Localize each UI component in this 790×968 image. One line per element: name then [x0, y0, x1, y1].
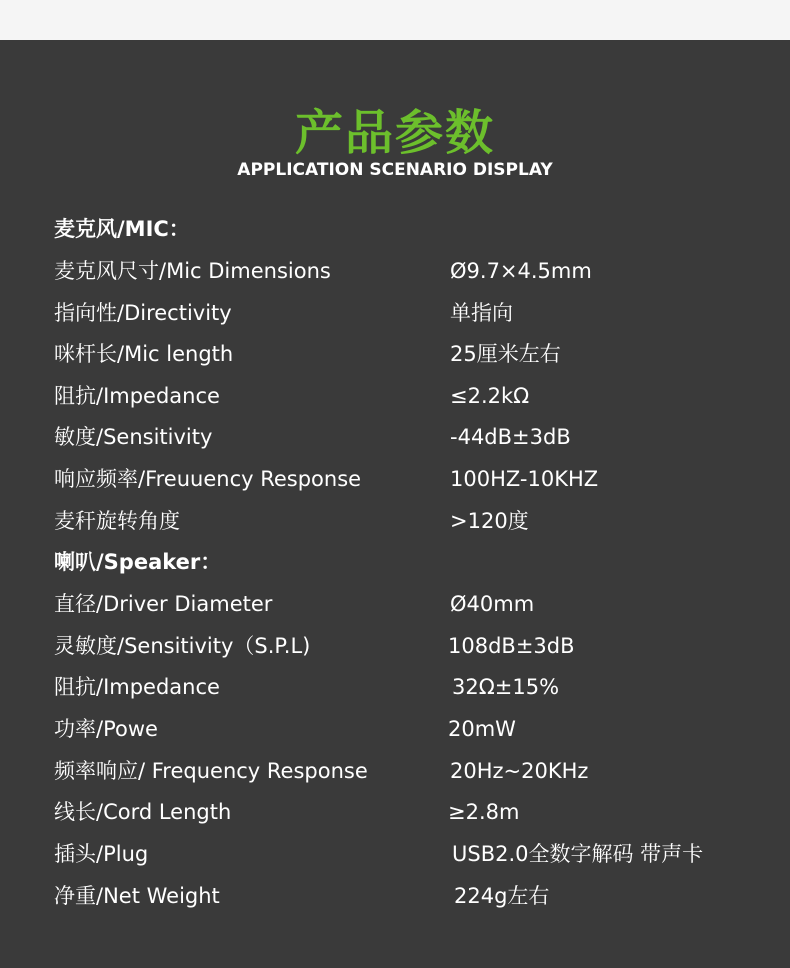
spec-label: 净重/Net Weight — [54, 884, 220, 908]
section-heading-label: 喇叭/Speaker： — [54, 550, 222, 574]
page-title: 产品参数 — [294, 105, 495, 161]
spec-value: Ø9.7×4.5mm — [450, 259, 592, 283]
spec-label: 响应频率/Freuuency Response — [54, 467, 362, 491]
section-heading-label: 麦克风/MIC： — [54, 217, 190, 241]
spec-value: >120度 — [450, 509, 529, 533]
spec-label: 功率/Powe — [54, 717, 158, 741]
spec-row — [54, 839, 754, 869]
spec-row — [54, 339, 754, 369]
spec-row — [54, 797, 754, 827]
spec-value: 20Hz~20KHz — [450, 759, 589, 783]
spec-row — [54, 506, 754, 536]
spec-value: USB2.0全数字解码 带声卡 — [452, 842, 704, 866]
spec-value: 224g左右 — [454, 884, 550, 908]
spec-label: 灵敏度/Sensitivity（S.P.L) — [54, 634, 311, 658]
section-heading-mic — [54, 214, 754, 244]
spec-row — [54, 881, 754, 911]
spec-row — [54, 381, 754, 411]
spec-value: 100HZ-10KHZ — [450, 467, 599, 491]
spec-row — [54, 672, 754, 702]
spec-label: 直径/Driver Diameter — [54, 592, 273, 616]
spec-row — [54, 589, 754, 619]
spec-value: -44dB±3dB — [450, 425, 571, 449]
spec-row — [54, 756, 754, 786]
section-heading-speaker — [54, 547, 754, 577]
spec-value: ≤2.2kΩ — [450, 384, 530, 408]
spec-label: 麦克风尺寸/Mic Dimensions — [54, 259, 331, 283]
spec-label: 线长/Cord Length — [54, 800, 232, 824]
spec-value: 单指向 — [450, 301, 513, 325]
spec-label: 插头/Plug — [54, 842, 149, 866]
page-subtitle: APPLICATION SCENARIO DISPLAY — [237, 160, 553, 180]
spec-value: 32Ω±15% — [452, 675, 560, 699]
spec-value: 108dB±3dB — [448, 634, 575, 658]
spec-row — [54, 631, 754, 661]
spec-label: 阻抗/Impedance — [54, 384, 220, 408]
spec-label: 指向性/Directivity — [54, 301, 232, 325]
spec-value: Ø40mm — [450, 592, 535, 616]
spec-label: 阻抗/Impedance — [54, 675, 220, 699]
spec-label: 咪杆长/Mic length — [54, 342, 234, 366]
spec-row — [54, 422, 754, 452]
spec-row — [54, 256, 754, 286]
spec-value: 25厘米左右 — [450, 342, 561, 366]
spec-row — [54, 464, 754, 494]
spec-row — [54, 298, 754, 328]
spec-value: 20mW — [448, 717, 516, 741]
spec-label: 麦秆旋转角度 — [54, 509, 180, 533]
spec-row — [54, 714, 754, 744]
spec-label: 频率响应/ Frequency Response — [54, 759, 368, 783]
spec-label: 敏度/Sensitivity — [54, 425, 213, 449]
spec-value: ≥2.8m — [448, 800, 520, 824]
